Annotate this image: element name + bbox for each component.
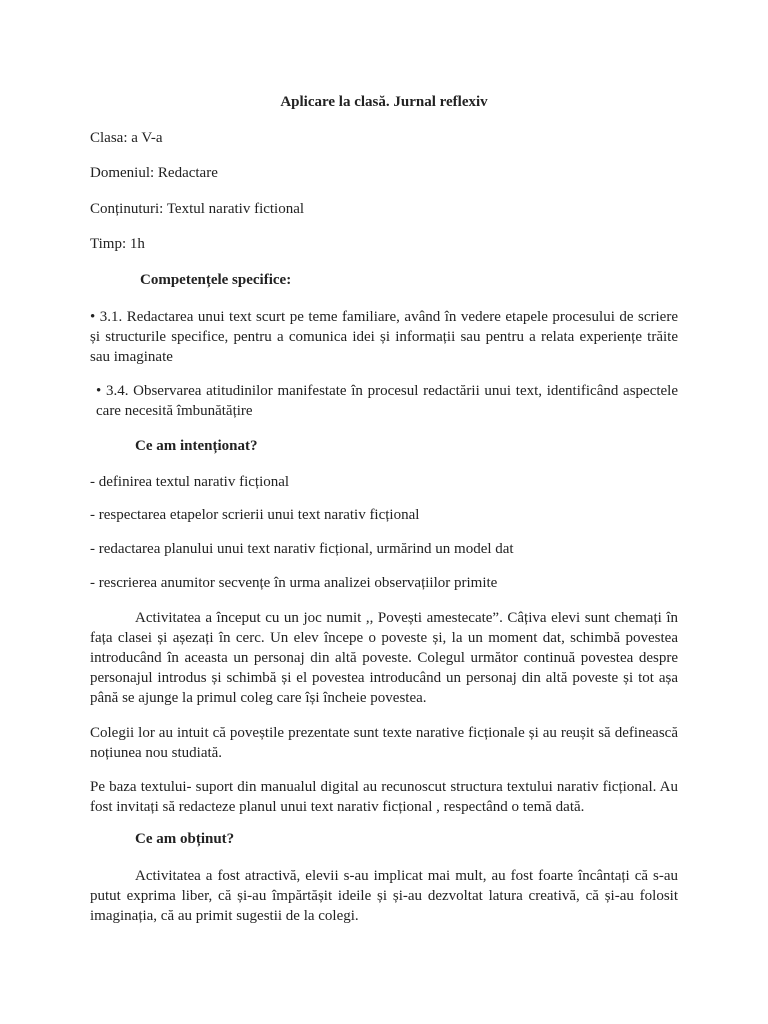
document-title: Aplicare la clasă. Jurnal reflexiv — [280, 94, 488, 110]
intentionat-item-1: - definirea textul narativ ficțional — [90, 474, 290, 490]
intentionat-heading: Ce am intenționat? — [135, 438, 258, 454]
competente-heading: Competențele specifice: — [140, 272, 292, 288]
intentionat-item-4: - rescrierea anumitor secvențe în urma analizei observațiilor primite — [90, 575, 498, 591]
obtinut-paragraph: Activitatea a fost atractivă, elevii s-au implicat mai mult, au fost foarte încântați că s-au putut exprima liber, că și-au împărtășit ideile și și-au dezvoltat latura creativă, că și-au folosit imaginația, că au primit sugestii de la colegi. — [90, 868, 678, 924]
continuturi-line: Conținuturi: Textul narativ fictional — [90, 201, 305, 217]
activity-paragraph: Activitatea a început cu un joc numit ,, Povești amestecate”. Câțiva elevi sunt chemați în fața clasei și așezați în cerc. Un elev începe o poveste și, la un moment dat, schimbă povestea introducând în aceasta un personaj din altă poveste. Colegul următor continuă povestea despre personajul introdus și schimbă și el povestea introducând un personaj din altă poveste și tot așa până se ajunge la primul coleg care își încheie povestea. — [90, 610, 678, 706]
domeniul-line: Domeniul: Redactare — [90, 165, 218, 181]
intentionat-item-3: - redactarea planului unui text narativ ficțional, urmărind un model dat — [90, 541, 514, 557]
clasa-line: Clasa: a V-a — [90, 130, 163, 146]
colegii-paragraph: Colegii lor au intuit că poveștile prezentate sunt texte narative ficționale și au reușit să definească noțiunea nou studiată. — [90, 725, 678, 761]
intentionat-item-2: - respectarea etapelor scrierii unui text narativ ficțional — [90, 507, 420, 523]
timp-line: Timp: 1h — [90, 236, 145, 252]
competenta-item-1: • 3.1. Redactarea unui text scurt pe teme familiare, având în vedere etapele procesului de scriere și structurile specifice, pentru a comunica idei și informații sau pentru a relata experiențe trăite sau imaginate — [90, 309, 678, 365]
obtinut-heading: Ce am obținut? — [135, 831, 235, 847]
competenta-item-2: • 3.4. Observarea atitudinilor manifestate în procesul redactării unui text, identificând aspectele care necesită îmbunătățire — [96, 383, 678, 419]
baza-paragraph: Pe baza textului- suport din manualul digital au recunoscut structura textului narativ ficțional. Au fost invitați să redacteze planul unui text narativ ficțional , respectând o temă dată. — [90, 779, 678, 815]
